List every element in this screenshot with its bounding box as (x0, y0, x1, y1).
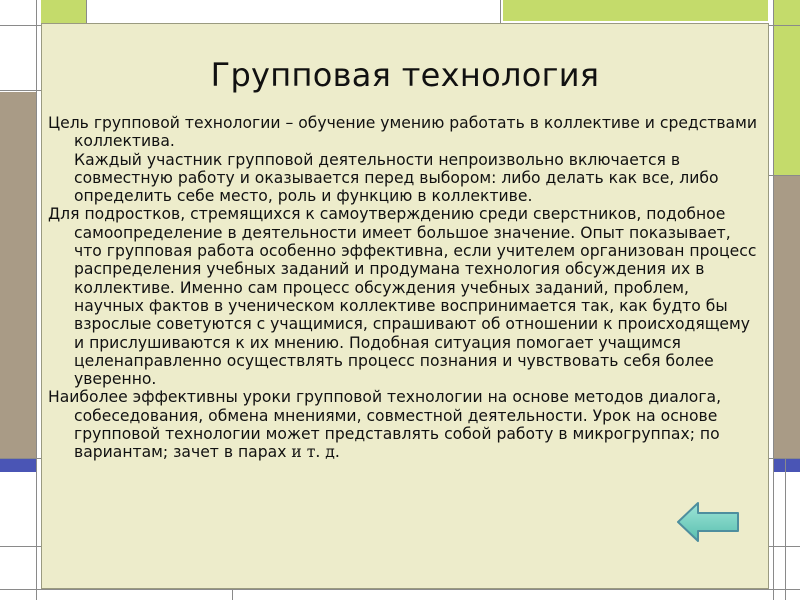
deco-green-right (773, 0, 800, 176)
deco-line (785, 458, 786, 600)
deco-brown-right (773, 176, 800, 458)
slide-title: Групповая технология (210, 56, 600, 94)
paragraph-effective (48, 388, 760, 461)
paragraph-effective-end: и т. д. (291, 443, 340, 462)
slide-body (48, 114, 760, 462)
deco-line (36, 0, 37, 600)
deco-line (86, 0, 87, 25)
deco-green-top-right (503, 0, 768, 21)
paragraph-goal (48, 114, 760, 151)
deco-blue-left (0, 458, 36, 472)
deco-blue-right (773, 458, 800, 472)
paragraph-teens: Для подростков, стремящихся к самоутверждению среди сверстников, подобное самоопределение в деятельности имеет большое значение. Опыт показывает, что групповая работа особенно эффективна, если учителем организован процесс распределения учебных заданий и продумана технология обсуждения их в коллективе. Именно сам процесс обсуждения учебных заданий, проблем, научных фактов в ученическом коллективе воспринимается так, как будто бы взрослые советуются с учащимися, спрашивают об отношении к происходящему и прислушиваются к их мнению. Подобная ситуация помогает учащимся целенаправленно осуществлять процесс познания и чувствовать себя более уверенно. (48, 205, 757, 389)
paragraph-effective-main: Наиболее эффективны уроки групповой технологии на основе методов диалога, собеседования, обмена мнениями, совместной деятельности. Урок на основе групповой технологии может представлять собой работу в микрогруппах; по вариантам; зачет в парах (48, 388, 722, 462)
deco-line (500, 0, 501, 25)
left-arrow-icon (676, 501, 740, 543)
paragraph-goal-sub: Каждый участник групповой деятельности непроизвольно включается в совместную работу и оказывается перед выбором: либо делать как все, либо определить себе место, роль и функцию в коллективе. (74, 150, 719, 206)
back-button[interactable] (676, 501, 740, 543)
deco-line (773, 0, 774, 600)
deco-line (0, 458, 41, 459)
deco-line (0, 589, 800, 590)
deco-brown-left (0, 92, 36, 458)
deco-line (0, 90, 41, 91)
paragraph-goal-lead: Цель групповой технологии – обучение умению работать в коллективе и средствами коллектива. (48, 114, 758, 151)
